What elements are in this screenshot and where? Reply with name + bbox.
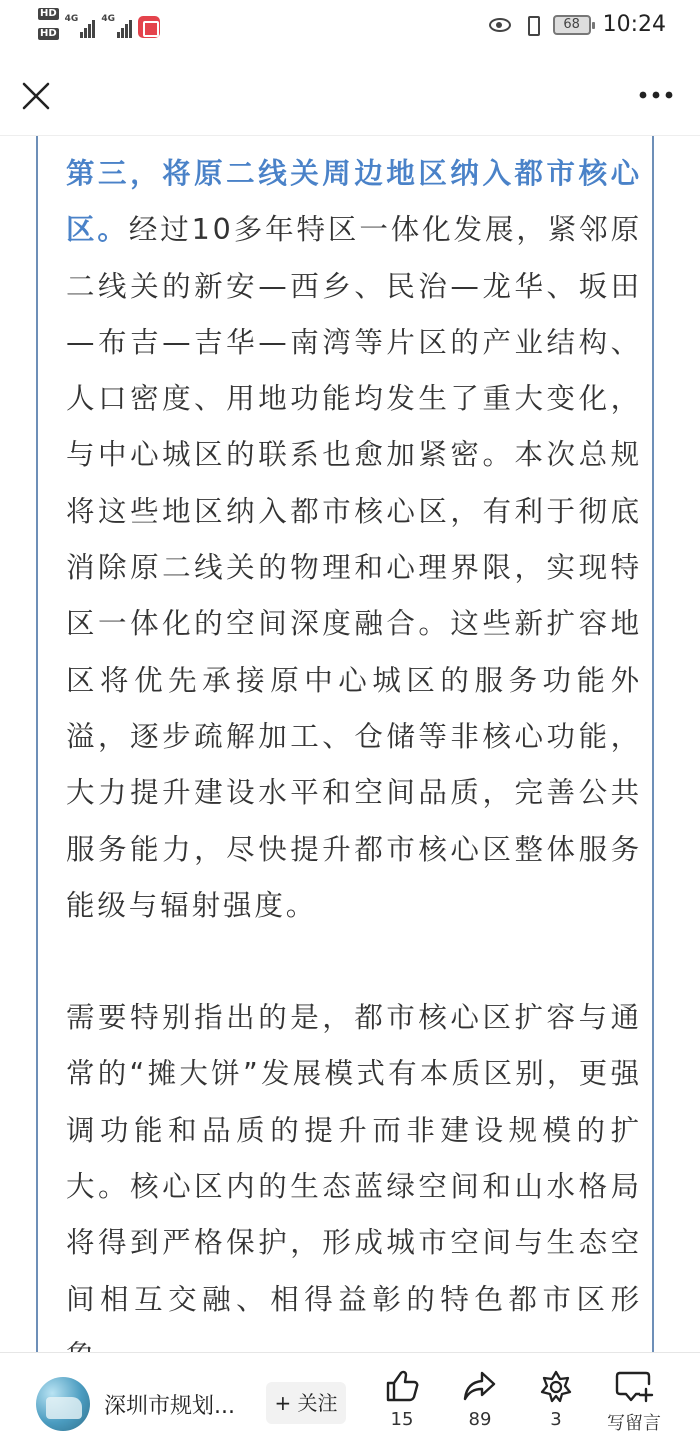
collect-count: 3 [550,1409,562,1430]
bottom-bar [0,1352,700,1454]
follow-button[interactable]: + 关注 [266,1382,346,1424]
sim-indicators [38,8,59,40]
comment-add-icon [614,1369,654,1403]
paragraph-2: 需要特别指出的是，都市核心区扩容与通常的“摊大饼”发展模式有本质区别，更强调功能和品质的提升而非建设规模的扩大。核心区内的生态蓝绿空间和山水格局将得到严格保护，形成城市空间与生态空间相互交融、相得益彰的特色都市区形 [66,1001,642,1316]
article-body [66,146,642,1384]
paragraph-1-body: 经过10多年特区一体化发展，紧邻原二线关的新安—西乡、民治—龙华、坂田—布吉—吉华—南湾等片区的产业结构、人口密度、用地功能均发生了重大变化，与中心城区的联系也愈加紧密。本次总规将这些地区纳入都市核心区，有利于彻底消除原二线关的物理和心理界限，实现特区一体化的空间深度融合。这些新扩容地区将优先承接原中心城区的服务功能外溢，逐步疏解加工、仓储等非核心功能，大力提升建设水平和空间品质，完善公共服务能力，尽快提升都市核心区整体服务能级与辐射强度。 [66,213,642,922]
share-count: 89 [468,1409,492,1430]
like-button[interactable] [374,1369,430,1430]
signal-icon-2: 4G [101,14,132,38]
write-comment-label: 写留言 [607,1413,661,1434]
eye-comfort-icon [489,18,511,32]
paragraph-1-highlight: 第三，将原二线关周边地区纳入都市核心区。 [66,157,642,247]
thumbs-up-icon [384,1369,420,1403]
close-button[interactable] [14,74,58,118]
signal-icon-1: 4G [65,14,96,38]
more-dots-icon [636,80,676,110]
more-button[interactable] [636,80,676,110]
vibrate-icon [523,15,541,35]
app-notification-icon [138,16,160,38]
like-count: 15 [390,1409,414,1430]
navbar [0,56,700,136]
battery-icon: 68 [553,15,591,35]
status-bar [0,0,700,56]
hd-2-badge: HD [40,28,57,39]
close-icon [14,74,58,118]
flower-star-icon [538,1369,574,1403]
status-left [38,8,160,40]
collect-button[interactable] [528,1369,584,1430]
status-right [489,12,666,37]
paragraph-1 [66,146,642,934]
share-button[interactable] [452,1369,508,1430]
hd-1-badge: HD [40,8,57,19]
author-avatar[interactable] [36,1377,90,1431]
clock: 10:24 [602,12,666,37]
share-arrow-icon [462,1369,498,1403]
author-name[interactable]: 深圳市规划... [104,1394,235,1419]
write-comment-button[interactable] [596,1369,672,1435]
